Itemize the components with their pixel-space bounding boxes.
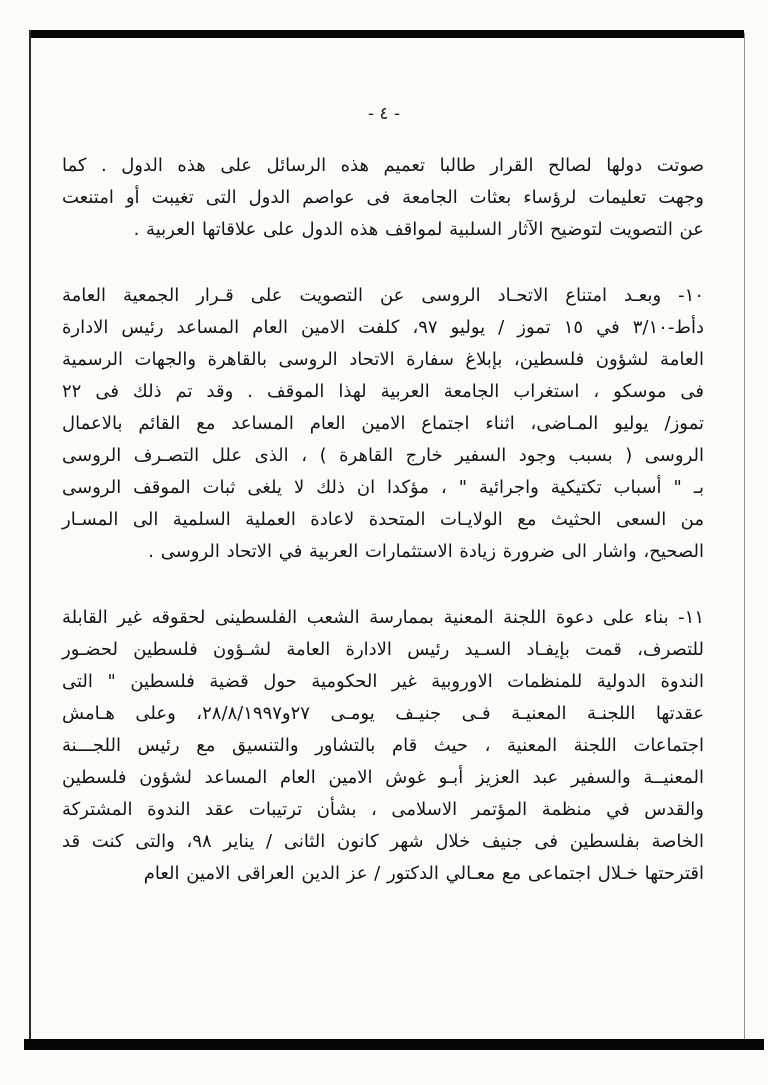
text-line: عقدتها اللجنـة المعنيـة فـى جنيـف يومـى ٢٧و٢٨/٨/١٩٩٧، وعلى هـامش bbox=[62, 703, 704, 724]
text-line: الروسى ( بسبب وجود السفير خارج القاهرة ) ، الذى علل التصـرف الروسى bbox=[62, 445, 704, 466]
text-line: والقدس في منظمة المؤتمر الاسلامى ، بشأن ترتيبات عقد الندوة المشتركة bbox=[62, 799, 704, 820]
text-line: الندوة الدولية للمنظمات الاوروبية غير الحكومية حول قضية فلسطين " التى bbox=[62, 671, 704, 692]
scan-edge-top bbox=[30, 30, 744, 38]
scan-edge-bottom bbox=[24, 1039, 764, 1050]
text-line: ١١- بناء على دعوة اللجنة المعنية بممارسة الشعب الفلسطينى لحقوقه غير القابلة bbox=[62, 607, 704, 628]
text-line: عن التصويت لتوضيح الآثار السلبية لمواقف هذه الدول على علاقاتها العربية . bbox=[133, 219, 704, 240]
text-line: العامة لشؤون فلسطين، بإبلاغ سفارة الاتحاد الروسى بالقاهرة والجهات الرسمية bbox=[62, 349, 704, 370]
text-line: بـ " أسباب تكتيكية واجرائية " ، مؤكدا ان ذلك لا يلغى ثبات الموقف الروسى bbox=[62, 477, 704, 498]
text-line: الصحيح، واشار الى ضرورة زيادة الاستثمارات العربية في الاتحاد الروسى . bbox=[148, 541, 704, 562]
list-item-11 bbox=[62, 602, 704, 890]
text-line: للتصرف، قمت بإيفـاد السـيد رئيس الادارة العامة لشـؤون فلسطين لحضـور bbox=[62, 639, 704, 660]
paragraph-continuation bbox=[62, 150, 704, 246]
scan-edge-left bbox=[29, 30, 31, 1050]
text-line: المعنيــة والسفير عبد العزيز أبـو غوش الامين العام المساعد لشؤون فلسطين bbox=[62, 767, 704, 788]
list-item-10 bbox=[62, 280, 704, 568]
document-body bbox=[62, 150, 704, 890]
text-line: صوتت دولها لصالح القرار طالبا تعميم هذه الرسائل على هذه الدول . كما bbox=[62, 155, 704, 176]
text-line: فى موسكو ، استغراب الجامعة العربية لهذا الموقف . وقد تم ذلك فى ٢٢ bbox=[62, 381, 704, 402]
scan-edge-right bbox=[744, 33, 745, 1039]
text-line: الخاصة بفلسطين فى جنيف خلال شهر كانون الثانى / يناير ٩٨، والتى كنت قد bbox=[62, 831, 704, 852]
text-line: من السعى الحثيث مع الولايـات المتحدة لاعادة العملية السلمية الى المسـار bbox=[62, 509, 704, 530]
text-line: اقترحتها خـلال اجتماعى مع معـالي الدكتور / عز الدين العراقى الامين العام bbox=[143, 863, 704, 884]
page-number: - ٤ - bbox=[367, 104, 401, 124]
text-line: دأط-٣/١٠ في ١٥ تموز / يوليو ٩٧، كلفت الامين العام المساعد رئيس الادارة bbox=[62, 317, 704, 338]
text-line: تموز/ يوليو المـاضى، اثناء اجتماع الامين العام المساعد مع القائم بالاعمال bbox=[62, 413, 704, 434]
text-line: وجهت تعليمات لرؤساء بعثات الجامعة فى عواصم الدول التى تغيبت أو امتنعت bbox=[62, 187, 704, 208]
text-line: ١٠- وبعـد امتناع الاتحـاد الروسى عن التصويت على قـرار الجمعية العامة bbox=[62, 285, 704, 306]
text-line: اجتماعات اللجنة المعنية ، حيث قام بالتشاور والتنسيق مع رئيس اللجـــنة bbox=[62, 735, 704, 756]
